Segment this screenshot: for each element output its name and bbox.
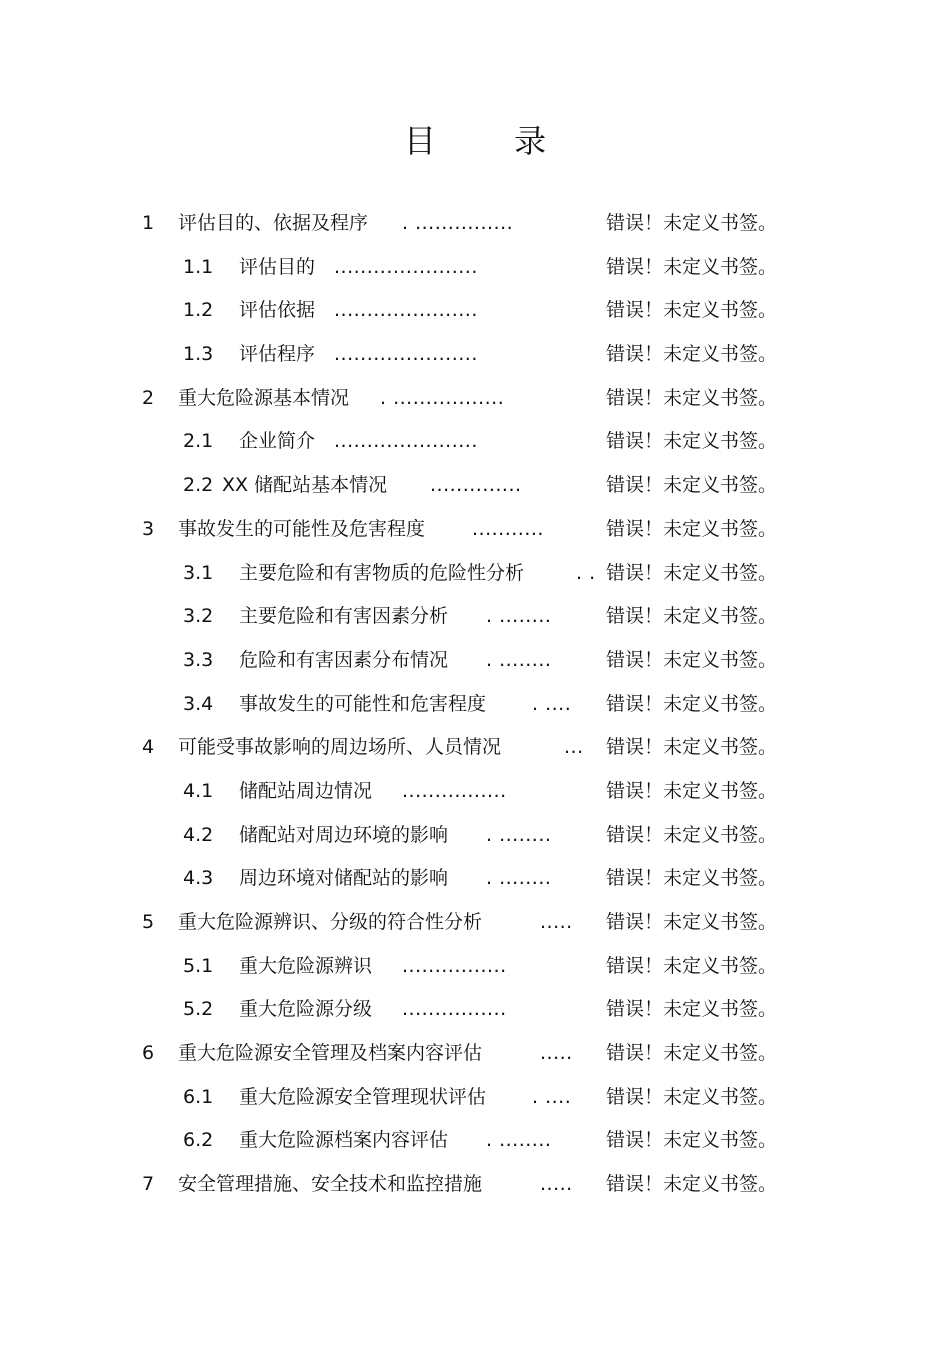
toc-entry[interactable]: [0, 289, 950, 333]
toc-entry-page-ref[interactable]: 错误！未定义书签。: [606, 823, 778, 846]
toc-entry[interactable]: [0, 683, 950, 727]
toc-entry-title: 可能受事故影响的周边场所、人员情况: [178, 736, 502, 759]
toc-entry[interactable]: [0, 333, 950, 377]
toc-entry-page-ref[interactable]: 错误！未定义书签。: [606, 998, 778, 1021]
toc-entry-leader: . ........: [486, 605, 552, 628]
toc-entry-title: 重大危险源辨识、分级的符合性分析: [178, 911, 483, 933]
toc-entry[interactable]: [0, 202, 950, 246]
toc-entry-page-ref[interactable]: 错误！未定义书签。: [606, 386, 778, 409]
toc-entry-leader: ................: [402, 779, 507, 802]
toc-entry-number: 3.1: [183, 561, 214, 584]
toc-entry-number: 1.1: [183, 255, 214, 278]
toc-entry-leader: . ....: [532, 1085, 572, 1108]
toc-entry-title: 评估依据: [239, 299, 316, 322]
toc-entry[interactable]: [0, 246, 950, 290]
toc-entry-title: 重大危险源分级: [239, 998, 373, 1021]
toc-entry-number: 4.3: [183, 867, 214, 890]
toc-entry[interactable]: [0, 988, 950, 1032]
toc-entry-title: 评估目的: [239, 255, 316, 278]
toc-entry-number: 3.3: [183, 648, 214, 671]
toc-entry[interactable]: [0, 726, 950, 770]
toc-entry-number: 4: [142, 736, 155, 759]
toc-entry-page-ref[interactable]: 错误！未定义书签。: [606, 954, 778, 977]
toc-entry-number: 3.2: [183, 605, 214, 628]
toc-entry-page-ref[interactable]: 错误！未定义书签。: [606, 648, 778, 671]
toc-entry[interactable]: [0, 901, 950, 945]
toc-entry[interactable]: [0, 464, 950, 508]
toc-entry-page-ref[interactable]: 错误！未定义书签。: [606, 561, 778, 584]
toc-entry-leader: . .................: [380, 386, 505, 409]
page-title: 目 录: [403, 122, 581, 160]
toc-entry-title: 危险和有害因素分布情况: [239, 648, 449, 671]
toc-entry-title: 企业简介: [239, 430, 316, 453]
toc-entry-page-ref[interactable]: 错误！未定义书签。: [606, 517, 778, 540]
toc-entry-leader: . .: [576, 561, 596, 584]
toc-entry-number: 4.1: [183, 779, 214, 802]
toc-entry-page-ref[interactable]: 错误！未定义书签。: [606, 343, 778, 366]
toc-entry-leader: . ........: [486, 648, 552, 671]
toc-entry-leader: ......................: [334, 255, 478, 278]
toc-entry-page-ref[interactable]: 错误！未定义书签。: [606, 692, 778, 715]
toc-entry-page-ref[interactable]: 错误！未定义书签。: [606, 867, 778, 890]
toc-entry-number: 3: [142, 517, 155, 540]
toc-entry-leader: .....: [540, 1042, 573, 1065]
toc-entry-page-ref[interactable]: 错误！未定义书签。: [606, 1173, 778, 1196]
toc-entry-page-ref[interactable]: 错误！未定义书签。: [606, 605, 778, 628]
toc-entry-title: 周边环境对储配站的影响: [239, 867, 449, 890]
toc-entry-number: 3.4: [183, 692, 214, 715]
toc-entry-page-ref[interactable]: 错误！未定义书签。: [606, 1129, 778, 1152]
toc-entry-title: 评估目的、依据及程序: [178, 212, 369, 234]
toc-entry[interactable]: [0, 639, 950, 683]
toc-entry-number: 2.2: [183, 474, 214, 497]
toc-entry[interactable]: [0, 508, 950, 552]
toc-entry-page-ref[interactable]: 错误！未定义书签。: [606, 430, 778, 453]
toc-entry-leader: ......................: [334, 299, 478, 322]
toc-entry[interactable]: [0, 1032, 950, 1076]
toc-entry-leader: . ....: [532, 692, 572, 715]
toc-entry-number: 6: [142, 1042, 155, 1065]
toc-entry-number: 1.2: [183, 299, 214, 322]
toc-entry-title: 事故发生的可能性及危害程度: [178, 517, 426, 540]
toc-entry-number: 6.2: [183, 1129, 214, 1152]
toc-entry-number: 5: [142, 911, 155, 933]
toc-entry-title: 事故发生的可能性和危害程度: [239, 692, 487, 715]
toc-entry-leader: . ........: [486, 823, 552, 846]
toc-entry[interactable]: [0, 1076, 950, 1120]
toc-entry-page-ref[interactable]: 错误！未定义书签。: [606, 1042, 778, 1065]
toc-entry[interactable]: [0, 420, 950, 464]
toc-entry-title: 储配站周边情况: [239, 779, 373, 802]
toc-entry-leader: . ........: [486, 1129, 552, 1152]
toc-entry-leader: ................: [402, 998, 507, 1021]
toc-entry-title: 主要危险和有害物质的危险性分析: [239, 561, 525, 584]
toc-entry-number: 6.1: [183, 1085, 214, 1108]
toc-entry-leader: ................: [402, 954, 507, 977]
toc-entry-number: 1: [142, 212, 155, 234]
toc-entry-number: 5.1: [183, 954, 214, 977]
toc-entry-title: 储配站对周边环境的影响: [239, 823, 449, 846]
toc-entry[interactable]: [0, 770, 950, 814]
toc-entry-page-ref[interactable]: 错误！未定义书签。: [606, 255, 778, 278]
table-of-contents: [0, 202, 950, 1207]
toc-entry-leader: ...: [564, 736, 584, 759]
toc-entry-leader: . ........: [486, 867, 552, 890]
toc-entry[interactable]: [0, 595, 950, 639]
toc-entry-leader: ......................: [334, 343, 478, 366]
toc-entry-title: 主要危险和有害因素分析: [239, 605, 449, 628]
toc-entry[interactable]: [0, 377, 950, 421]
toc-entry[interactable]: [0, 1119, 950, 1163]
toc-entry-title: 重大危险源基本情况: [178, 386, 350, 409]
toc-entry-number: 7: [142, 1173, 155, 1196]
toc-entry-title: XX 储配站基本情况: [222, 474, 388, 497]
toc-entry-title: 安全管理措施、安全技术和监控措施: [178, 1173, 483, 1196]
toc-entry-number: 1.3: [183, 343, 214, 366]
toc-entry-page-ref[interactable]: 错误！未定义书签。: [606, 911, 778, 933]
toc-entry-title: 重大危险源安全管理现状评估: [239, 1085, 487, 1108]
toc-entry-title: 重大危险源安全管理及档案内容评估: [178, 1042, 483, 1065]
toc-entry-leader: .....: [540, 1173, 573, 1196]
toc-entry[interactable]: [0, 945, 950, 989]
toc-entry-page-ref[interactable]: 错误！未定义书签。: [606, 299, 778, 322]
toc-entry-title: 重大危险源档案内容评估: [239, 1129, 449, 1152]
toc-entry-number: 2: [142, 386, 155, 409]
toc-entry-leader: . ...............: [402, 212, 514, 234]
toc-entry-title: 评估程序: [239, 343, 316, 366]
toc-entry-number: 2.1: [183, 430, 214, 453]
toc-entry-title: 重大危险源辨识: [239, 954, 373, 977]
toc-entry-leader: .....: [540, 911, 573, 933]
toc-entry-page-ref[interactable]: 错误！未定义书签。: [606, 736, 778, 759]
toc-entry-page-ref[interactable]: 错误！未定义书签。: [606, 474, 778, 497]
toc-entry-leader: ...........: [472, 517, 544, 540]
toc-entry-page-ref[interactable]: 错误！未定义书签。: [606, 779, 778, 802]
toc-entry-number: 5.2: [183, 998, 214, 1021]
toc-entry-leader: ..............: [430, 474, 522, 497]
toc-entry[interactable]: [0, 552, 950, 596]
toc-entry[interactable]: [0, 857, 950, 901]
toc-entry-number: 4.2: [183, 823, 214, 846]
toc-entry-page-ref[interactable]: 错误！未定义书签。: [606, 212, 778, 234]
toc-entry-page-ref[interactable]: 错误！未定义书签。: [606, 1085, 778, 1108]
toc-entry[interactable]: [0, 1163, 950, 1207]
toc-entry[interactable]: [0, 814, 950, 858]
toc-entry-leader: ......................: [334, 430, 478, 453]
